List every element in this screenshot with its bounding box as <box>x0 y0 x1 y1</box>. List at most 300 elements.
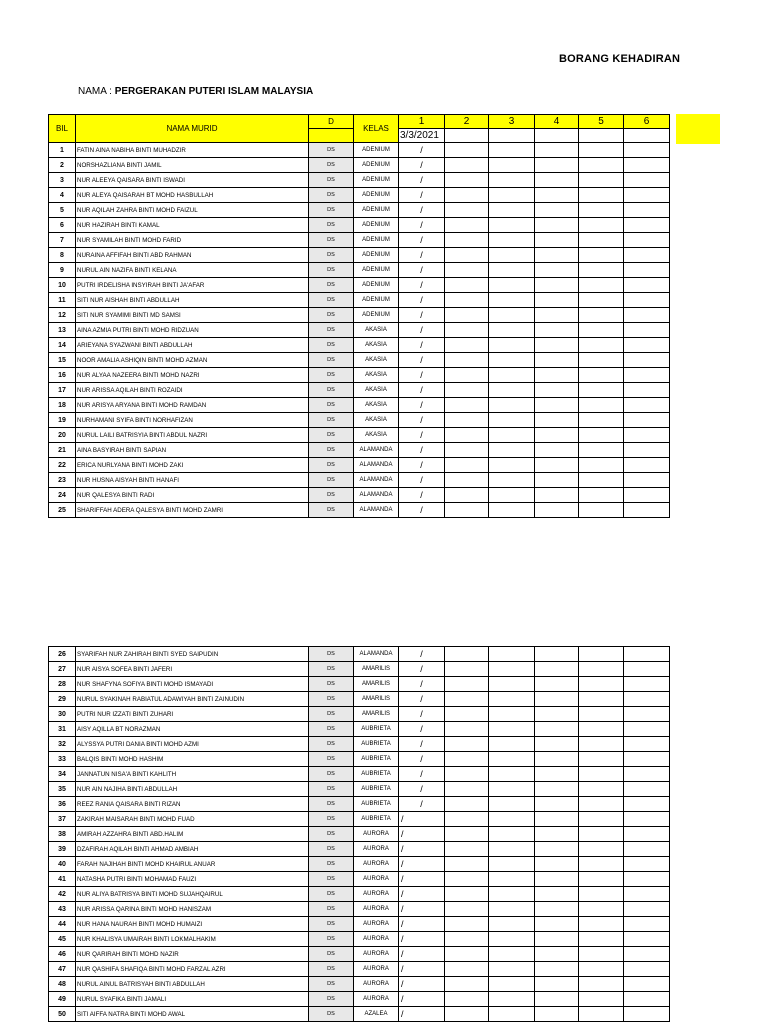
d-cell: DS <box>309 872 354 887</box>
attendance-week-6-cell <box>624 752 670 767</box>
student-name-cell: JANNATUN NISA'A BINTI KAHLITH <box>76 767 309 782</box>
d-cell: DS <box>309 473 354 488</box>
attendance-week-1-cell: / <box>399 233 445 248</box>
student-row <box>49 842 670 857</box>
attendance-week-2-cell <box>445 767 489 782</box>
attendance-week-1-cell: / <box>399 962 445 977</box>
attendance-week-1-cell: / <box>399 767 445 782</box>
student-row <box>49 857 670 872</box>
attendance-week-4-cell <box>535 647 579 662</box>
attendance-week-2-cell <box>445 293 489 308</box>
attendance-week-6-cell <box>624 737 670 752</box>
attendance-week-3-cell <box>489 917 535 932</box>
organization-line <box>78 86 313 97</box>
student-row <box>49 872 670 887</box>
attendance-week-2-cell <box>445 902 489 917</box>
attendance-week-4-cell <box>535 503 579 518</box>
attendance-week-3-cell <box>489 338 535 353</box>
attendance-week-2-cell <box>445 233 489 248</box>
kelas-cell: AURORA <box>354 872 399 887</box>
attendance-week-1-cell: / <box>399 308 445 323</box>
attendance-week-1-cell: / <box>399 842 445 857</box>
kelas-cell: AMARILIS <box>354 662 399 677</box>
attendance-week-1-cell: / <box>399 812 445 827</box>
bil-cell: 35 <box>49 782 76 797</box>
d-cell: DS <box>309 797 354 812</box>
attendance-week-4-cell <box>535 932 579 947</box>
attendance-week-3-cell <box>489 977 535 992</box>
student-row <box>49 473 670 488</box>
kelas-cell: ALAMANDA <box>354 443 399 458</box>
attendance-week-3-cell <box>489 443 535 458</box>
kelas-cell: AZALEA <box>354 1007 399 1022</box>
attendance-week-3-cell <box>489 842 535 857</box>
attendance-week-1-cell: / <box>399 383 445 398</box>
attendance-week-2-cell <box>445 503 489 518</box>
attendance-week-4-cell <box>535 443 579 458</box>
attendance-week-6-cell <box>624 473 670 488</box>
kelas-cell: AURORA <box>354 992 399 1007</box>
attendance-week-5-cell <box>579 308 624 323</box>
student-name-cell: NUR ALYAA NAZEERA BINTI MOHD NAZRI <box>76 368 309 383</box>
kelas-cell: AKASIA <box>354 428 399 443</box>
attendance-week-1-cell: / <box>399 413 445 428</box>
d-cell: DS <box>309 707 354 722</box>
d-cell: DS <box>309 932 354 947</box>
student-name-cell: NUR HAZIRAH BINTI KAMAL <box>76 218 309 233</box>
student-name-cell: NUR ALEEYA QAISARA BINTI ISWADI <box>76 173 309 188</box>
attendance-week-1-cell: / <box>399 902 445 917</box>
attendance-week-4-cell <box>535 902 579 917</box>
student-name-cell: NUR KHALISYA UMAIRAH BINTI LOKMALHAKIM <box>76 932 309 947</box>
bil-cell: 36 <box>49 797 76 812</box>
attendance-week-5-cell <box>579 992 624 1007</box>
attendance-week-6-cell <box>624 413 670 428</box>
student-row <box>49 722 670 737</box>
kelas-cell: AKASIA <box>354 413 399 428</box>
attendance-week-3-cell <box>489 263 535 278</box>
attendance-week-6-cell <box>624 323 670 338</box>
student-row <box>49 503 670 518</box>
kelas-cell: AUBRIETA <box>354 767 399 782</box>
form-title: BORANG KEHADIRAN <box>559 53 681 65</box>
attendance-week-2-cell <box>445 158 489 173</box>
header-kelas: KELAS <box>354 115 399 143</box>
attendance-week-5-cell <box>579 647 624 662</box>
attendance-week-1-cell: / <box>399 473 445 488</box>
attendance-week-5-cell <box>579 398 624 413</box>
attendance-week-2-cell <box>445 368 489 383</box>
bil-cell: 39 <box>49 842 76 857</box>
d-cell: DS <box>309 233 354 248</box>
attendance-week-2-cell <box>445 383 489 398</box>
attendance-week-4-cell <box>535 662 579 677</box>
attendance-week-6-cell <box>624 797 670 812</box>
attendance-week-1-cell: / <box>399 932 445 947</box>
attendance-week-4-cell <box>535 797 579 812</box>
attendance-week-5-cell <box>579 263 624 278</box>
attendance-week-2-cell <box>445 932 489 947</box>
bil-cell: 41 <box>49 872 76 887</box>
d-cell: DS <box>309 308 354 323</box>
bil-cell: 49 <box>49 992 76 1007</box>
student-row <box>49 458 670 473</box>
d-cell: DS <box>309 857 354 872</box>
kelas-cell: AURORA <box>354 977 399 992</box>
attendance-week-3-cell <box>489 398 535 413</box>
bil-cell: 7 <box>49 233 76 248</box>
attendance-week-1-cell: / <box>399 647 445 662</box>
bil-cell: 8 <box>49 248 76 263</box>
attendance-week-4-cell <box>535 722 579 737</box>
bil-cell: 1 <box>49 143 76 158</box>
kelas-cell: ALAMANDA <box>354 488 399 503</box>
bil-cell: 9 <box>49 263 76 278</box>
attendance-week-3-cell <box>489 323 535 338</box>
student-name-cell: SYARIFAH NUR ZAHIRAH BINTI SYED SAIPUDIN <box>76 647 309 662</box>
bil-cell: 47 <box>49 962 76 977</box>
attendance-week-3-cell <box>489 707 535 722</box>
kelas-cell: AURORA <box>354 917 399 932</box>
kelas-cell: ADENIUM <box>354 158 399 173</box>
attendance-week-1-cell: / <box>399 443 445 458</box>
d-cell: DS <box>309 767 354 782</box>
header-bil: BIL <box>49 115 76 143</box>
attendance-week-6-cell <box>624 398 670 413</box>
attendance-week-4-cell <box>535 962 579 977</box>
attendance-week-1-cell: / <box>399 827 445 842</box>
d-cell: DS <box>309 158 354 173</box>
kelas-cell: AUBRIETA <box>354 797 399 812</box>
attendance-week-1-cell: / <box>399 398 445 413</box>
student-name-cell: FARAH NAJIHAH BINTI MOHD KHAIRUL ANUAR <box>76 857 309 872</box>
attendance-week-1-cell: / <box>399 203 445 218</box>
d-cell: DS <box>309 722 354 737</box>
d-cell: DS <box>309 383 354 398</box>
attendance-week-3-cell <box>489 647 535 662</box>
d-cell: DS <box>309 887 354 902</box>
attendance-week-2-cell <box>445 413 489 428</box>
student-name-cell: NUR SYAMILAH BINTI MOHD FARID <box>76 233 309 248</box>
attendance-week-5-cell <box>579 473 624 488</box>
attendance-week-1-cell: / <box>399 188 445 203</box>
attendance-week-6-cell <box>624 767 670 782</box>
bil-cell: 15 <box>49 353 76 368</box>
student-name-cell: NUR ALEYA QAISARAH BT MOHD HASBULLAH <box>76 188 309 203</box>
bil-cell: 50 <box>49 1007 76 1022</box>
attendance-week-3-cell <box>489 947 535 962</box>
d-cell: DS <box>309 278 354 293</box>
attendance-week-1-cell: / <box>399 293 445 308</box>
bil-cell: 34 <box>49 767 76 782</box>
attendance-week-5-cell <box>579 143 624 158</box>
attendance-week-3-cell <box>489 857 535 872</box>
attendance-week-4-cell <box>535 473 579 488</box>
date-week-3 <box>489 129 535 143</box>
attendance-week-2-cell <box>445 812 489 827</box>
d-cell: DS <box>309 737 354 752</box>
attendance-week-5-cell <box>579 293 624 308</box>
attendance-week-6-cell <box>624 158 670 173</box>
d-cell: DS <box>309 338 354 353</box>
kelas-cell: AURORA <box>354 947 399 962</box>
student-name-cell: ERICA NURLYANA BINTI MOHD ZAKI <box>76 458 309 473</box>
attendance-week-6-cell <box>624 353 670 368</box>
attendance-week-2-cell <box>445 323 489 338</box>
kelas-cell: AKASIA <box>354 398 399 413</box>
student-name-cell: AINA BASYIRAH BINTI SAPIAN <box>76 443 309 458</box>
student-row <box>49 947 670 962</box>
d-cell: DS <box>309 827 354 842</box>
student-name-cell: NURAINA AFFIFAH BINTI ABD RAHMAN <box>76 248 309 263</box>
d-cell: DS <box>309 647 354 662</box>
d-cell: DS <box>309 962 354 977</box>
attendance-week-6-cell <box>624 173 670 188</box>
bil-cell: 4 <box>49 188 76 203</box>
attendance-week-3-cell <box>489 428 535 443</box>
date-week-2 <box>445 129 489 143</box>
d-cell: DS <box>309 902 354 917</box>
attendance-week-6-cell <box>624 203 670 218</box>
attendance-week-2-cell <box>445 278 489 293</box>
attendance-week-5-cell <box>579 692 624 707</box>
attendance-week-5-cell <box>579 488 624 503</box>
kelas-cell: ALAMANDA <box>354 458 399 473</box>
attendance-week-4-cell <box>535 158 579 173</box>
d-cell: DS <box>309 173 354 188</box>
d-cell: DS <box>309 662 354 677</box>
kelas-cell: ALAMANDA <box>354 503 399 518</box>
attendance-week-6-cell <box>624 887 670 902</box>
student-name-cell: NUR ARISSA AQILAH BINTI ROZAIDI <box>76 383 309 398</box>
attendance-week-3-cell <box>489 158 535 173</box>
attendance-week-1-cell: / <box>399 722 445 737</box>
d-cell: DS <box>309 842 354 857</box>
student-row <box>49 1007 670 1022</box>
attendance-week-2-cell <box>445 842 489 857</box>
bil-cell: 10 <box>49 278 76 293</box>
attendance-week-1-cell: / <box>399 1007 445 1022</box>
attendance-week-4-cell <box>535 887 579 902</box>
attendance-week-6-cell <box>624 488 670 503</box>
attendance-week-4-cell <box>535 143 579 158</box>
student-row <box>49 143 670 158</box>
attendance-week-3-cell <box>489 248 535 263</box>
student-name-cell: SHARIFFAH ADERA QALESYA BINTI MOHD ZAMRI <box>76 503 309 518</box>
d-cell: DS <box>309 353 354 368</box>
attendance-week-2-cell <box>445 797 489 812</box>
d-cell: DS <box>309 1007 354 1022</box>
attendance-week-2-cell <box>445 977 489 992</box>
attendance-week-4-cell <box>535 173 579 188</box>
kelas-cell: AKASIA <box>354 323 399 338</box>
attendance-week-3-cell <box>489 383 535 398</box>
kelas-cell: AURORA <box>354 842 399 857</box>
attendance-week-2-cell <box>445 677 489 692</box>
header-yellow-extension <box>676 114 720 144</box>
attendance-week-6-cell <box>624 857 670 872</box>
d-cell: DS <box>309 458 354 473</box>
attendance-week-4-cell <box>535 383 579 398</box>
attendance-week-4-cell <box>535 812 579 827</box>
attendance-week-3-cell <box>489 203 535 218</box>
kelas-cell: ALAMANDA <box>354 647 399 662</box>
attendance-week-4-cell <box>535 458 579 473</box>
d-cell: DS <box>309 248 354 263</box>
kelas-cell: AURORA <box>354 962 399 977</box>
attendance-week-1-cell: / <box>399 872 445 887</box>
attendance-week-6-cell <box>624 992 670 1007</box>
d-cell: DS <box>309 692 354 707</box>
student-row <box>49 158 670 173</box>
student-row <box>49 932 670 947</box>
attendance-week-2-cell <box>445 203 489 218</box>
attendance-week-1-cell: / <box>399 503 445 518</box>
attendance-week-3-cell <box>489 737 535 752</box>
nama-label: NAMA : <box>78 86 115 97</box>
student-name-cell: NURUL SYAKINAH RABIATUL ADAWIYAH BINTI ZAINUDIN <box>76 692 309 707</box>
d-cell: DS <box>309 203 354 218</box>
kelas-cell: ADENIUM <box>354 278 399 293</box>
d-cell: DS <box>309 992 354 1007</box>
attendance-week-6-cell <box>624 503 670 518</box>
student-name-cell: DZAFIRAH AQILAH BINTI AHMAD AMBIAH <box>76 842 309 857</box>
attendance-week-5-cell <box>579 932 624 947</box>
student-row <box>49 218 670 233</box>
kelas-cell: AUBRIETA <box>354 782 399 797</box>
attendance-week-6-cell <box>624 308 670 323</box>
d-cell: DS <box>309 947 354 962</box>
kelas-cell: ADENIUM <box>354 308 399 323</box>
attendance-week-4-cell <box>535 428 579 443</box>
attendance-week-1-cell: / <box>399 707 445 722</box>
student-name-cell: NATASHA PUTRI BINTI MOHAMAD FAUZI <box>76 872 309 887</box>
attendance-week-4-cell <box>535 338 579 353</box>
attendance-table-part-1 <box>48 114 670 518</box>
attendance-week-3-cell <box>489 233 535 248</box>
student-row <box>49 992 670 1007</box>
attendance-week-3-cell <box>489 458 535 473</box>
attendance-week-5-cell <box>579 458 624 473</box>
attendance-week-1-cell: / <box>399 488 445 503</box>
kelas-cell: AURORA <box>354 902 399 917</box>
attendance-week-5-cell <box>579 443 624 458</box>
attendance-week-4-cell <box>535 767 579 782</box>
student-row <box>49 173 670 188</box>
attendance-week-2-cell <box>445 143 489 158</box>
student-name-cell: SITI NUR SYAMIMI BINTI MD SAMSI <box>76 308 309 323</box>
student-row <box>49 812 670 827</box>
bil-cell: 32 <box>49 737 76 752</box>
attendance-week-2-cell <box>445 647 489 662</box>
kelas-cell: AMARILIS <box>354 692 399 707</box>
attendance-week-5-cell <box>579 842 624 857</box>
kelas-cell: ADENIUM <box>354 173 399 188</box>
d-cell: DS <box>309 368 354 383</box>
student-row <box>49 413 670 428</box>
header-d-blank <box>309 129 354 143</box>
attendance-week-4-cell <box>535 218 579 233</box>
date-week-4 <box>535 129 579 143</box>
attendance-week-5-cell <box>579 782 624 797</box>
attendance-week-3-cell <box>489 872 535 887</box>
attendance-week-2-cell <box>445 947 489 962</box>
attendance-week-1-cell: / <box>399 158 445 173</box>
attendance-week-2-cell <box>445 458 489 473</box>
student-name-cell: NUR QASHIFA SHAFIQA BINTI MOHD FARZAL AZRI <box>76 962 309 977</box>
header-week-6: 6 <box>624 115 670 129</box>
attendance-week-4-cell <box>535 947 579 962</box>
attendance-week-1-cell: / <box>399 263 445 278</box>
bil-cell: 43 <box>49 902 76 917</box>
attendance-week-2-cell <box>445 887 489 902</box>
bil-cell: 30 <box>49 707 76 722</box>
attendance-week-2-cell <box>445 737 489 752</box>
attendance-week-3-cell <box>489 488 535 503</box>
attendance-week-5-cell <box>579 203 624 218</box>
attendance-week-6-cell <box>624 647 670 662</box>
attendance-week-4-cell <box>535 398 579 413</box>
attendance-week-4-cell <box>535 233 579 248</box>
header-week-2: 2 <box>445 115 489 129</box>
attendance-week-2-cell <box>445 173 489 188</box>
attendance-week-6-cell <box>624 662 670 677</box>
kelas-cell: AMARILIS <box>354 677 399 692</box>
attendance-week-4-cell <box>535 413 579 428</box>
attendance-week-1-cell: / <box>399 278 445 293</box>
attendance-week-4-cell <box>535 917 579 932</box>
student-row <box>49 647 670 662</box>
attendance-week-4-cell <box>535 872 579 887</box>
attendance-week-1-cell: / <box>399 368 445 383</box>
bil-cell: 13 <box>49 323 76 338</box>
attendance-week-5-cell <box>579 977 624 992</box>
attendance-week-3-cell <box>489 368 535 383</box>
header-week-5: 5 <box>579 115 624 129</box>
student-row <box>49 368 670 383</box>
student-name-cell: NURUL LAILI BATRISYIA BINTI ABDUL NAZRI <box>76 428 309 443</box>
date-week-6 <box>624 129 670 143</box>
student-row <box>49 383 670 398</box>
attendance-week-2-cell <box>445 692 489 707</box>
attendance-week-1-cell: / <box>399 992 445 1007</box>
student-row <box>49 917 670 932</box>
attendance-week-3-cell <box>489 752 535 767</box>
student-name-cell: NUR ALIYA BATRISYA BINTI MOHD SUJAHQAIRUL <box>76 887 309 902</box>
attendance-week-1-cell: / <box>399 353 445 368</box>
attendance-week-3-cell <box>489 353 535 368</box>
attendance-week-3-cell <box>489 308 535 323</box>
kelas-cell: AKASIA <box>354 338 399 353</box>
student-name-cell: AMIRAH AZZAHRA BINTI ABD.HALIM <box>76 827 309 842</box>
student-row <box>49 827 670 842</box>
attendance-week-5-cell <box>579 872 624 887</box>
attendance-week-4-cell <box>535 737 579 752</box>
attendance-week-5-cell <box>579 413 624 428</box>
attendance-week-5-cell <box>579 158 624 173</box>
attendance-week-3-cell <box>489 992 535 1007</box>
bil-cell: 40 <box>49 857 76 872</box>
attendance-week-6-cell <box>624 338 670 353</box>
attendance-week-4-cell <box>535 842 579 857</box>
student-row <box>49 353 670 368</box>
kelas-cell: AUBRIETA <box>354 752 399 767</box>
kelas-cell: AURORA <box>354 932 399 947</box>
attendance-week-2-cell <box>445 962 489 977</box>
attendance-week-5-cell <box>579 368 624 383</box>
kelas-cell: AURORA <box>354 827 399 842</box>
bil-cell: 29 <box>49 692 76 707</box>
